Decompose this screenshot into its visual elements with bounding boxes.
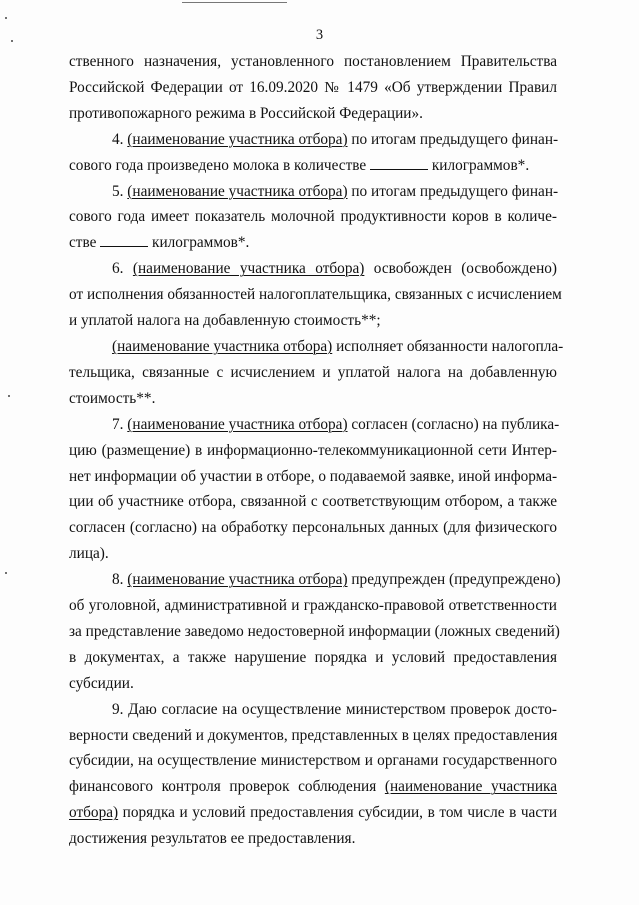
participant-name-placeholder: отбора) (69, 804, 119, 822)
text-line: за представление заведомо недостоверной информации (ложных сведений) (69, 622, 560, 640)
scan-artifact-line (182, 2, 287, 3)
text-line: стве килограммов*. (69, 234, 250, 252)
text-line: нет информации об участии в отборе, о подаваемой заявке, иной информа- (69, 467, 558, 485)
participant-name-placeholder: (наименование участника (384, 778, 557, 796)
paragraph (69, 49, 557, 127)
text-line: 5. (наименование участника отбора) по итогам предыдущего финан- (112, 182, 559, 200)
text-line: противопожарного режима в Российской Федерации». (69, 104, 423, 122)
fill-in-blank (370, 157, 428, 170)
text-line: отбора) порядка и условий предоставления субсидии, в том числе в части (69, 804, 557, 822)
fill-in-blank (100, 234, 148, 247)
page-number: 3 (315, 27, 324, 43)
paragraph (69, 256, 562, 334)
text-line: цию (размещение) в информационно-телекоммуникационной сети Интер- (69, 441, 557, 459)
text-line: от исполнения обязанностей налогоплательщика, связанных с исчислением (69, 286, 562, 304)
participant-name-placeholder: (наименование участника отбора) (127, 571, 348, 589)
text-line: субсидии, на осуществление министерством и органами государственного (69, 752, 557, 770)
participant-name-placeholder: (наименование участника отбора) (127, 130, 348, 148)
paragraph (69, 567, 561, 697)
text-line: тельщика, связанные с исчислением и уплатой налога на добавленную (69, 363, 557, 381)
paragraph (69, 412, 560, 567)
text-line: лица). (69, 545, 109, 563)
text-line: (наименование участника отбора) исполняет обязанности налогопла- (112, 337, 564, 355)
scan-speck (5, 572, 7, 574)
text-line: финансового контроля проверок соблюдения (наименование участника (69, 778, 557, 796)
paragraph (69, 334, 564, 412)
text-line: согласен (согласно) на обработку персональных данных (для физического (69, 519, 557, 537)
text-line: сового года произведено молока в количестве килограммов*. (69, 156, 530, 174)
paragraph (69, 697, 557, 852)
participant-name-placeholder: (наименование участника отбора) (112, 337, 333, 355)
text-line: и уплатой налога на добавленную стоимость**; (69, 312, 381, 330)
text-line: 6. (наименование участника отбора) освобожден (освобождено) (112, 260, 557, 278)
text-line: 4. (наименование участника отбора) по итогам предыдущего финан- (112, 130, 559, 148)
participant-name-placeholder: (наименование участника отбора) (127, 182, 348, 200)
text-line: об уголовной, административной и гражданско-правовой ответственности (69, 597, 557, 615)
participant-name-placeholder: (наименование участника отбора) (132, 260, 365, 278)
text-line: стоимость**. (69, 389, 156, 407)
text-line: в документах, а также нарушение порядка и условий предоставления (69, 648, 557, 666)
text-line: субсидии. (69, 674, 134, 692)
text-line: 8. (наименование участника отбора) предупрежден (предупреждено) (112, 571, 561, 589)
scan-speck (8, 395, 10, 397)
participant-name-placeholder: (наименование участника отбора) (127, 415, 348, 433)
scan-speck (5, 17, 7, 19)
text-line: ции об участнике отбора, связанной с соответствующим отбором, а также (69, 493, 557, 511)
text-line: 7. (наименование участника отбора) согласен (согласно) на публика- (112, 415, 560, 433)
paragraph (69, 127, 557, 179)
text-line: Российской Федерации от 16.09.2020 № 1479 «Об утверждении Правил (69, 78, 557, 96)
text-line: 9. Даю согласие на осуществление министерством проверок досто- (112, 700, 557, 718)
document-body (69, 49, 564, 852)
text-line: достижения результатов ее предоставления. (69, 830, 356, 848)
text-line: ственного назначения, установленного постановлением Правительства (69, 53, 557, 70)
text-line: сового года имеет показатель молочной продуктивности коров в количе- (69, 208, 557, 226)
text-line: верности сведений и документов, представленных в целях предоставления (69, 726, 558, 744)
paragraph (69, 179, 557, 257)
